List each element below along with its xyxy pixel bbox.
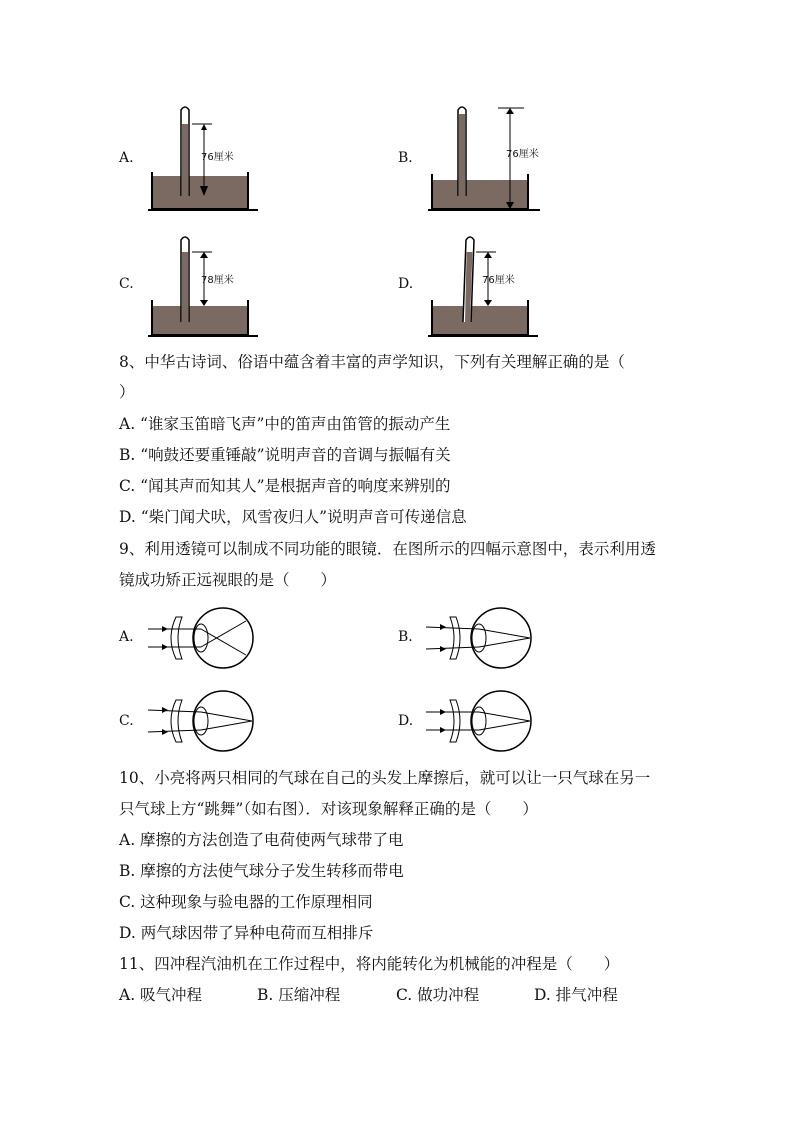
question-stem-cont: 镜成功矫正远视眼的是（ ） — [119, 571, 337, 589]
option-label: C. — [119, 713, 134, 729]
option-b: B. “响鼓还要重锤敲”说明声音的音调与振幅有关 — [119, 446, 451, 464]
option-d: D. “柴门闻犬吠，风雪夜归人”说明声音可传递信息 — [119, 508, 467, 526]
height-label: 76厘米 — [482, 275, 515, 286]
option-label: A. — [119, 150, 134, 166]
option-label: D. — [398, 276, 414, 292]
option-c: C. “闻其声而知其人”是根据声音的响度来辨别的 — [119, 477, 451, 495]
option-b: B. 摩擦的方法使气球分子发生转移而带电 — [119, 862, 404, 880]
height-label: 76厘米 — [201, 152, 234, 163]
option-a: A. 摩擦的方法创造了电荷使两气球带了电 — [119, 831, 404, 849]
question-stem: 9、利用透镜可以制成不同功能的眼镜．在图所示的四幅示意图中，表示利用透 — [119, 540, 656, 558]
eye-diagram-a — [146, 605, 258, 671]
question-stem: 11、四冲程汽油机在工作过程中，将内能转化为机械能的冲程是（ ） — [119, 955, 620, 973]
option-label: B. — [398, 629, 413, 645]
option-b: B. 压缩冲程 — [257, 986, 341, 1004]
question-stem: 8、中华古诗词、俗语中蕴含着丰富的声学知识，下列有关理解正确的是（ — [119, 353, 625, 371]
option-d: D. 排气冲程 — [534, 986, 618, 1004]
question-stem: 10、小亮将两只相同的气球在自己的头发上摩擦后，就可以让一只气球在另一 — [119, 769, 651, 787]
option-a: A. 吸气冲程 — [119, 986, 203, 1004]
eye-diagram-d — [424, 688, 536, 754]
option-d: D. 两气球因带了异种电荷而互相排斥 — [119, 924, 374, 942]
option-c: C. 做功冲程 — [396, 986, 480, 1004]
option-label: B. — [398, 150, 413, 166]
height-label: 76厘米 — [506, 149, 539, 160]
option-label: D. — [398, 713, 414, 729]
question-stem-cont: 只气球上方“跳舞”（如右图）．对该现象解释正确的是（ ） — [119, 800, 538, 818]
option-label: A. — [119, 629, 134, 645]
question-stem-cont: ） — [119, 383, 135, 401]
height-label: 78厘米 — [201, 275, 234, 286]
option-a: A. “谁家玉笛暗飞声”中的笛声由笛管的振动产生 — [119, 415, 451, 433]
mercury-column — [182, 124, 188, 196]
mercury-basin — [152, 176, 248, 209]
option-c: C. 这种现象与验电器的工作原理相同 — [119, 893, 373, 911]
option-label: C. — [119, 276, 134, 292]
eye-diagram-c — [146, 688, 258, 754]
eye-diagram-b — [424, 605, 536, 671]
